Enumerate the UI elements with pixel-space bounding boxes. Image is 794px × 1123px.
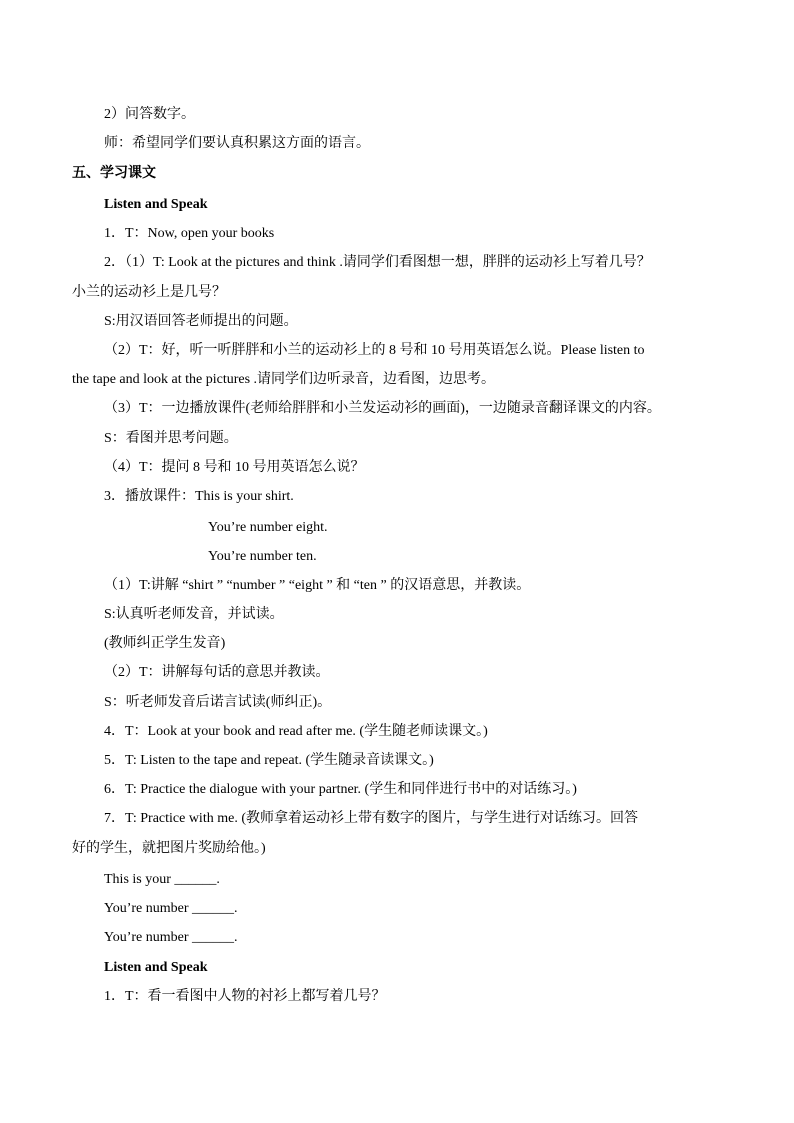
text-line-student-answer: S:用汉语回答老师提出的问题。 xyxy=(104,314,298,329)
text-line-fill-number-2: You’re number ______. xyxy=(104,930,238,945)
text-line-dialogue-eight: You’re number eight. xyxy=(208,520,328,535)
text-line-fill-number-1: You’re number ______. xyxy=(104,901,238,916)
text-line-fill-shirt: This is your ______. xyxy=(104,872,220,887)
text-line-step-2-2-cont: the tape and look at the pictures .请同学们边听录音，边看图，边思考。 xyxy=(72,372,496,387)
subheading-listen-and-speak: Listen and Speak xyxy=(104,197,208,212)
text-line-step-2-cont: 小兰的运动衫上是几号？ xyxy=(72,285,226,300)
text-line-step-2-4: （4）T：提问 8 号和 10 号用英语怎么说？ xyxy=(104,460,365,475)
text-line-step-3: 3．播放课件：This is your shirt. xyxy=(104,489,294,504)
text-line-look-shirts: 1．T：看一看图中人物的衬衫上都写着几号？ xyxy=(104,989,386,1004)
text-line-step-7: 7．T: Practice with me. (教师拿着运动衫上带有数字的图片，与学生进行对话练习。回答 xyxy=(104,811,638,826)
text-line-step-2: 2．（1）T: Look at the pictures and think .请同学们看图想一想，胖胖的运动衫上写着几号？ xyxy=(104,255,651,270)
text-line-dialogue-ten: You’re number ten. xyxy=(208,549,317,564)
text-line-step-5: 5．T: Listen to the tape and repeat. (学生随录音读课文。) xyxy=(104,753,434,768)
text-line-step-6: 6．T: Practice the dialogue with your partner. (学生和同伴进行书中的对话练习。) xyxy=(104,782,577,797)
text-line-step-2-3: （3）T：一边播放课件(老师给胖胖和小兰发运动衫的画面)，一边随录音翻译课文的内容。 xyxy=(104,401,661,416)
text-line-step-4: 4．T：Look at your book and read after me. (学生随老师读课文。) xyxy=(104,724,488,739)
text-line-step-3-1: （1）T:讲解 “shirt ” “number ” “eight ” 和 “ten ” 的汉语意思，并教读。 xyxy=(104,578,531,593)
text-line-step-3-2: （2）T：讲解每句话的意思并教读。 xyxy=(104,665,330,680)
text-line-student-listen: S:认真听老师发音，并试读。 xyxy=(104,607,284,622)
subheading-listen-and-speak-2: Listen and Speak xyxy=(104,960,208,975)
text-line-teacher-correct: (教师纠正学生发音) xyxy=(104,636,226,651)
section-heading-learn-text: 五、学习课文 xyxy=(72,166,156,181)
text-line-student-look: S：看图并思考问题。 xyxy=(104,431,238,446)
text-line-step-1: 1．T：Now, open your books xyxy=(104,226,275,241)
text-line-step-2-2: （2）T：好，听一听胖胖和小兰的运动衫上的 8 号和 10 号用英语怎么说。Please listen to xyxy=(104,343,645,358)
text-line-answer-numbers: 2）问答数字。 xyxy=(104,107,195,122)
text-line-teacher-hope: 师：希望同学们要认真积累这方面的语言。 xyxy=(104,136,370,151)
text-line-student-try: S：听老师发音后诺言试读(师纠正)。 xyxy=(104,695,332,710)
text-line-step-7-cont: 好的学生，就把图片奖励给他。) xyxy=(72,841,266,856)
